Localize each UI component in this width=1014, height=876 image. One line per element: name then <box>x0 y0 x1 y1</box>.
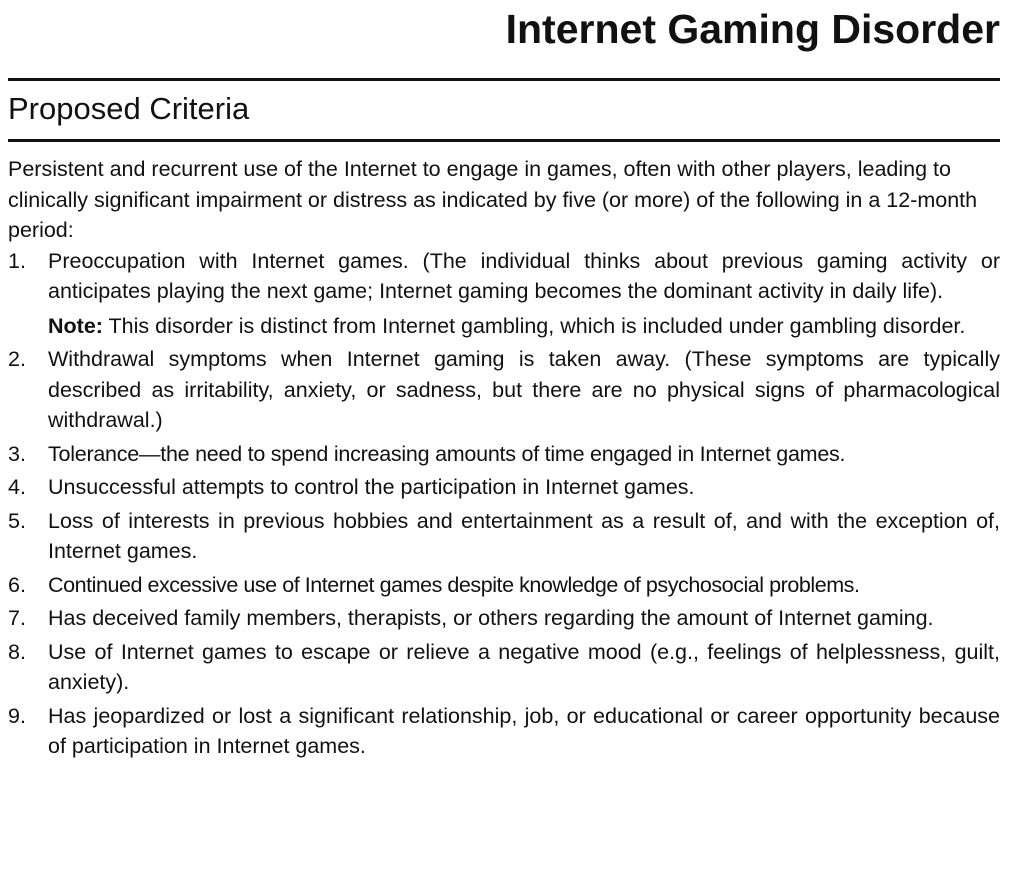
criterion-8 <box>8 637 1000 698</box>
criterion-text: Preoccupation with Internet games. (The individual thinks about previous gaming activity or anticipates playing the next game; Internet gaming becomes the dominant activity in daily life). <box>48 248 1000 303</box>
criterion-2 <box>8 344 1000 436</box>
criterion-number: 8. <box>8 639 26 664</box>
criterion-text: Withdrawal symptoms when Internet gaming is taken away. (These symptoms are typically described as irritability, anxiety, or sadness, but there are no physical signs of pharmacological withdrawal.) <box>48 347 1000 432</box>
note-label: Note: <box>48 313 103 338</box>
criterion-number: 2. <box>8 347 26 371</box>
criterion-text: Continued excessive use of Internet games despite knowledge of psychosocial problems. <box>48 572 860 597</box>
criterion-number: 7. <box>8 606 26 630</box>
criterion-text: Use of Internet games to escape or relieve a negative mood (e.g., feelings of helplessness, guilt, anxiety). <box>48 639 1000 694</box>
criteria-body <box>8 154 1000 765</box>
criterion-text: Has deceived family members, therapists, or others regarding the amount of Internet gaming. <box>48 606 934 630</box>
criterion-text: Loss of interests in previous hobbies and entertainment as a result of, and with the exception of, Internet games. <box>48 508 1000 563</box>
title-divider <box>8 78 1000 81</box>
criterion-number: 6. <box>8 572 26 597</box>
criterion-6 <box>8 570 1000 601</box>
criterion-3 <box>8 439 1000 470</box>
criterion-9 <box>8 701 1000 762</box>
page-title: Internet Gaming Disorder <box>505 6 1000 52</box>
criterion-1 <box>8 246 1000 342</box>
criterion-number: 9. <box>8 703 26 728</box>
criterion-number: 5. <box>8 508 26 533</box>
criterion-note <box>48 311 1000 342</box>
note-text: This disorder is distinct from Internet gambling, which is included under gambling disorder. <box>108 313 966 338</box>
criterion-text: Has jeopardized or lost a significant relationship, job, or educational or career opportunity because of participation in Internet games. <box>48 703 1000 758</box>
criterion-number: 3. <box>8 441 26 466</box>
criterion-5 <box>8 506 1000 567</box>
section-divider <box>8 139 1000 142</box>
section-heading: Proposed Criteria <box>8 91 250 126</box>
criterion-text: Unsuccessful attempts to control the participation in Internet games. <box>48 475 695 499</box>
criterion-7 <box>8 603 1000 634</box>
criterion-text: Tolerance—the need to spend increasing amounts of time engaged in Internet games. <box>48 441 846 466</box>
criterion-number: 1. <box>8 248 26 273</box>
criterion-4 <box>8 472 1000 503</box>
criterion-number: 4. <box>8 475 26 499</box>
intro-paragraph: Persistent and recurrent use of the Internet to engage in games, often with other players, leading to clinically significant impairment or distress as indicated by five (or more) of the following in a 12-month period: <box>8 157 978 242</box>
criteria-list <box>8 246 1000 762</box>
